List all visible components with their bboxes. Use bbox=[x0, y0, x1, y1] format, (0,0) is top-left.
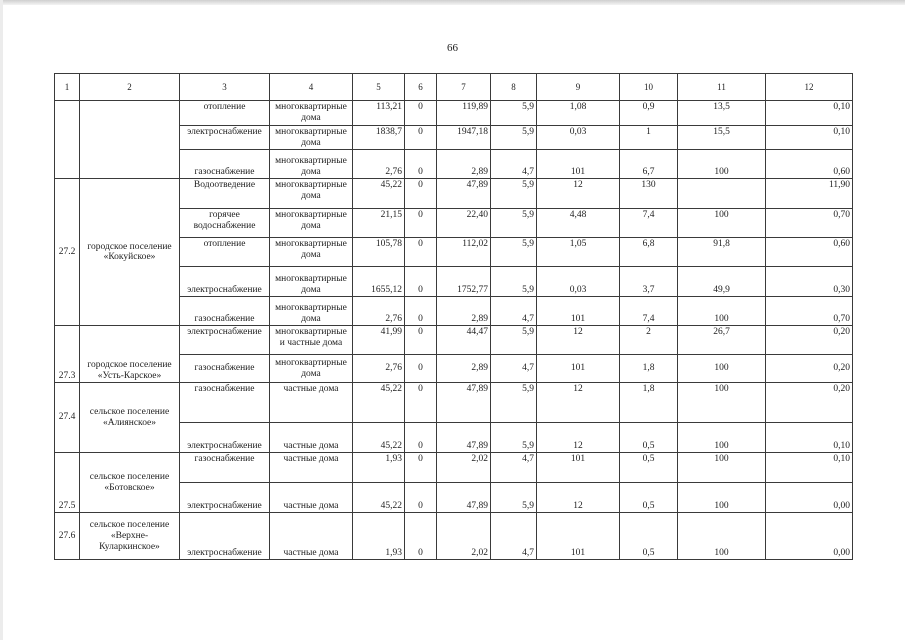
value-cell-c8: 4,7 bbox=[491, 513, 537, 560]
value-cell-c7: 1947,18 bbox=[437, 126, 491, 150]
value-cell-c5: 45,22 bbox=[353, 483, 405, 513]
value-cell-c12: 0,60 bbox=[766, 150, 853, 179]
value-cell-c8: 5,9 bbox=[491, 267, 537, 297]
value-cell-c6: 0 bbox=[405, 267, 437, 297]
value-cell-c11: 26,7 bbox=[678, 326, 766, 355]
housing-cell: многоквартирные дома bbox=[270, 238, 353, 267]
value-cell-c11 bbox=[678, 179, 766, 209]
value-cell-c10: 1,8 bbox=[620, 383, 678, 423]
service-cell: электроснабжение bbox=[180, 126, 270, 150]
value-cell-c7: 47,89 bbox=[437, 179, 491, 209]
value-cell-c10: 0,5 bbox=[620, 423, 678, 453]
value-cell-c10: 0,5 bbox=[620, 453, 678, 483]
value-cell-c7: 44,47 bbox=[437, 326, 491, 355]
table-row bbox=[55, 326, 853, 355]
scan-left-edge bbox=[0, 0, 3, 640]
value-cell-c8: 4,7 bbox=[491, 453, 537, 483]
value-cell-c6: 0 bbox=[405, 383, 437, 423]
value-cell-c10: 2 bbox=[620, 326, 678, 355]
value-cell-c6: 0 bbox=[405, 513, 437, 560]
value-cell-c8: 4,7 bbox=[491, 355, 537, 383]
value-cell-c5: 2,76 bbox=[353, 150, 405, 179]
value-cell-c11: 13,5 bbox=[678, 101, 766, 126]
value-cell-c7: 2,89 bbox=[437, 297, 491, 326]
value-cell-c5: 1838,7 bbox=[353, 126, 405, 150]
header-cell: 4 bbox=[270, 74, 353, 101]
header-cell: 11 bbox=[678, 74, 766, 101]
value-cell-c8: 5,9 bbox=[491, 238, 537, 267]
value-cell-c11: 100 bbox=[678, 355, 766, 383]
service-cell: газоснабжение bbox=[180, 355, 270, 383]
service-cell: электроснабжение bbox=[180, 483, 270, 513]
value-cell-c9: 101 bbox=[537, 453, 620, 483]
value-cell-c6: 0 bbox=[405, 150, 437, 179]
service-cell: Водоотведение bbox=[180, 179, 270, 209]
value-cell-c6: 0 bbox=[405, 209, 437, 238]
value-cell-c8: 5,9 bbox=[491, 179, 537, 209]
value-cell-c8: 5,9 bbox=[491, 101, 537, 126]
value-cell-c10: 6,8 bbox=[620, 238, 678, 267]
value-cell-c5: 41,99 bbox=[353, 326, 405, 355]
group-code: 27.3 bbox=[55, 326, 80, 383]
value-cell-c6: 0 bbox=[405, 297, 437, 326]
value-cell-c11: 15,5 bbox=[678, 126, 766, 150]
value-cell-c12: 0,10 bbox=[766, 453, 853, 483]
housing-cell: многоквартирные дома bbox=[270, 179, 353, 209]
value-cell-c10: 6,7 bbox=[620, 150, 678, 179]
value-cell-c7: 2,89 bbox=[437, 355, 491, 383]
value-cell-c5: 45,22 bbox=[353, 423, 405, 453]
header-cell: 2 bbox=[80, 74, 180, 101]
value-cell-c10: 1,8 bbox=[620, 355, 678, 383]
value-cell-c9: 101 bbox=[537, 150, 620, 179]
value-cell-c5: 1,93 bbox=[353, 453, 405, 483]
header-cell: 10 bbox=[620, 74, 678, 101]
header-cell: 5 bbox=[353, 74, 405, 101]
housing-cell: многоквартирные дома bbox=[270, 101, 353, 126]
housing-cell: многоквартирные дома bbox=[270, 267, 353, 297]
value-cell-c7: 22,40 bbox=[437, 209, 491, 238]
housing-cell: многоквартирные дома bbox=[270, 355, 353, 383]
service-cell: газоснабжение bbox=[180, 297, 270, 326]
header-cell: 9 bbox=[537, 74, 620, 101]
header-cell: 3 bbox=[180, 74, 270, 101]
header-cell: 1 bbox=[55, 74, 80, 101]
service-cell: газоснабжение bbox=[180, 453, 270, 483]
value-cell-c11: 100 bbox=[678, 423, 766, 453]
value-cell-c11: 100 bbox=[678, 383, 766, 423]
value-cell-c7: 47,89 bbox=[437, 483, 491, 513]
group-name: городское поселение «Усть-Карское» bbox=[80, 326, 180, 383]
value-cell-c8: 5,9 bbox=[491, 126, 537, 150]
value-cell-c11: 100 bbox=[678, 513, 766, 560]
housing-cell: многоквартирные и частные дома bbox=[270, 326, 353, 355]
value-cell-c6: 0 bbox=[405, 179, 437, 209]
value-cell-c6: 0 bbox=[405, 453, 437, 483]
value-cell-c5: 2,76 bbox=[353, 297, 405, 326]
group-name bbox=[80, 101, 180, 179]
value-cell-c12: 0,10 bbox=[766, 423, 853, 453]
housing-cell: многоквартирные дома bbox=[270, 126, 353, 150]
value-cell-c10: 0,9 bbox=[620, 101, 678, 126]
value-cell-c5: 113,21 bbox=[353, 101, 405, 126]
value-cell-c12: 0,10 bbox=[766, 126, 853, 150]
group-code bbox=[55, 101, 80, 179]
value-cell-c9: 12 bbox=[537, 423, 620, 453]
value-cell-c12: 0,20 bbox=[766, 383, 853, 423]
table-header-row bbox=[55, 74, 853, 101]
value-cell-c7: 2,02 bbox=[437, 513, 491, 560]
value-cell-c12: 0,00 bbox=[766, 513, 853, 560]
service-cell: горячее водоснабжение bbox=[180, 209, 270, 238]
group-code: 27.5 bbox=[55, 453, 80, 513]
housing-cell: частные дома bbox=[270, 483, 353, 513]
value-cell-c7: 112,02 bbox=[437, 238, 491, 267]
value-cell-c12: 0,60 bbox=[766, 238, 853, 267]
table-row bbox=[55, 453, 853, 483]
header-cell: 8 bbox=[491, 74, 537, 101]
value-cell-c7: 2,02 bbox=[437, 453, 491, 483]
value-cell-c9: 0,03 bbox=[537, 267, 620, 297]
group-name: городское поселение «Кокуйское» bbox=[80, 179, 180, 326]
housing-cell: частные дома bbox=[270, 423, 353, 453]
service-cell: электроснабжение bbox=[180, 267, 270, 297]
value-cell-c9: 1,05 bbox=[537, 238, 620, 267]
value-cell-c12: 11,90 bbox=[766, 179, 853, 209]
value-cell-c8: 5,9 bbox=[491, 209, 537, 238]
data-table bbox=[54, 73, 853, 560]
service-cell: газоснабжение bbox=[180, 150, 270, 179]
value-cell-c5: 21,15 bbox=[353, 209, 405, 238]
housing-cell: многоквартирные дома bbox=[270, 297, 353, 326]
value-cell-c8: 4,7 bbox=[491, 150, 537, 179]
table-row bbox=[55, 101, 853, 126]
page-number: 66 bbox=[447, 42, 458, 54]
value-cell-c9: 4,48 bbox=[537, 209, 620, 238]
value-cell-c11: 91,8 bbox=[678, 238, 766, 267]
group-name: сельское поселение «Верхне-Куларкинское» bbox=[80, 513, 180, 560]
value-cell-c9: 0,03 bbox=[537, 126, 620, 150]
service-cell: электроснабжение bbox=[180, 423, 270, 453]
value-cell-c9: 12 bbox=[537, 483, 620, 513]
value-cell-c10: 7,4 bbox=[620, 209, 678, 238]
value-cell-c12: 0,20 bbox=[766, 326, 853, 355]
value-cell-c12: 0,00 bbox=[766, 483, 853, 513]
value-cell-c11: 100 bbox=[678, 209, 766, 238]
value-cell-c9: 101 bbox=[537, 355, 620, 383]
value-cell-c11: 100 bbox=[678, 297, 766, 326]
header-cell: 7 bbox=[437, 74, 491, 101]
value-cell-c5: 2,76 bbox=[353, 355, 405, 383]
value-cell-c12: 0,70 bbox=[766, 209, 853, 238]
value-cell-c9: 1,08 bbox=[537, 101, 620, 126]
value-cell-c7: 47,89 bbox=[437, 423, 491, 453]
value-cell-c5: 45,22 bbox=[353, 179, 405, 209]
value-cell-c10: 0,5 bbox=[620, 513, 678, 560]
value-cell-c9: 101 bbox=[537, 297, 620, 326]
value-cell-c11: 100 bbox=[678, 453, 766, 483]
value-cell-c5: 1,93 bbox=[353, 513, 405, 560]
value-cell-c12: 0,30 bbox=[766, 267, 853, 297]
value-cell-c7: 2,89 bbox=[437, 150, 491, 179]
value-cell-c6: 0 bbox=[405, 126, 437, 150]
service-cell: отопление bbox=[180, 101, 270, 126]
value-cell-c12: 0,10 bbox=[766, 101, 853, 126]
value-cell-c7: 1752,77 bbox=[437, 267, 491, 297]
value-cell-c7: 119,89 bbox=[437, 101, 491, 126]
value-cell-c8: 5,9 bbox=[491, 423, 537, 453]
housing-cell: частные дома bbox=[270, 383, 353, 423]
value-cell-c10: 130 bbox=[620, 179, 678, 209]
group-name: сельское поселение «Алиянское» bbox=[80, 383, 180, 453]
value-cell-c10: 3,7 bbox=[620, 267, 678, 297]
group-code: 27.4 bbox=[55, 383, 80, 453]
housing-cell: многоквартирные дома bbox=[270, 150, 353, 179]
value-cell-c10: 1 bbox=[620, 126, 678, 150]
scan-top-edge bbox=[0, 0, 905, 5]
value-cell-c8: 4,7 bbox=[491, 297, 537, 326]
value-cell-c5: 105,78 bbox=[353, 238, 405, 267]
housing-cell: частные дома bbox=[270, 453, 353, 483]
value-cell-c12: 0,70 bbox=[766, 297, 853, 326]
value-cell-c11: 100 bbox=[678, 483, 766, 513]
value-cell-c9: 12 bbox=[537, 383, 620, 423]
header-cell: 6 bbox=[405, 74, 437, 101]
value-cell-c6: 0 bbox=[405, 238, 437, 267]
value-cell-c5: 1655,12 bbox=[353, 267, 405, 297]
value-cell-c9: 12 bbox=[537, 326, 620, 355]
value-cell-c11: 49,9 bbox=[678, 267, 766, 297]
value-cell-c9: 101 bbox=[537, 513, 620, 560]
value-cell-c8: 5,9 bbox=[491, 383, 537, 423]
value-cell-c8: 5,9 bbox=[491, 326, 537, 355]
value-cell-c5: 45,22 bbox=[353, 383, 405, 423]
value-cell-c8: 5,9 bbox=[491, 483, 537, 513]
value-cell-c10: 0,5 bbox=[620, 483, 678, 513]
value-cell-c9: 12 bbox=[537, 179, 620, 209]
service-cell: электроснабжение bbox=[180, 326, 270, 355]
housing-cell: многоквартирные дома bbox=[270, 209, 353, 238]
table-row bbox=[55, 383, 853, 423]
value-cell-c6: 0 bbox=[405, 423, 437, 453]
group-name: сельское поселение «Ботовское» bbox=[80, 453, 180, 513]
value-cell-c6: 0 bbox=[405, 355, 437, 383]
table-row bbox=[55, 179, 853, 209]
value-cell-c11: 100 bbox=[678, 150, 766, 179]
service-cell: электроснабжение bbox=[180, 513, 270, 560]
value-cell-c12: 0,20 bbox=[766, 355, 853, 383]
value-cell-c7: 47,89 bbox=[437, 383, 491, 423]
value-cell-c10: 7,4 bbox=[620, 297, 678, 326]
value-cell-c6: 0 bbox=[405, 101, 437, 126]
group-code: 27.2 bbox=[55, 179, 80, 326]
housing-cell: частные дома bbox=[270, 513, 353, 560]
table-row bbox=[55, 513, 853, 560]
header-cell: 12 bbox=[766, 74, 853, 101]
service-cell: газоснабжение bbox=[180, 383, 270, 423]
group-code: 27.6 bbox=[55, 513, 80, 560]
service-cell: отопление bbox=[180, 238, 270, 267]
value-cell-c6: 0 bbox=[405, 326, 437, 355]
value-cell-c6: 0 bbox=[405, 483, 437, 513]
